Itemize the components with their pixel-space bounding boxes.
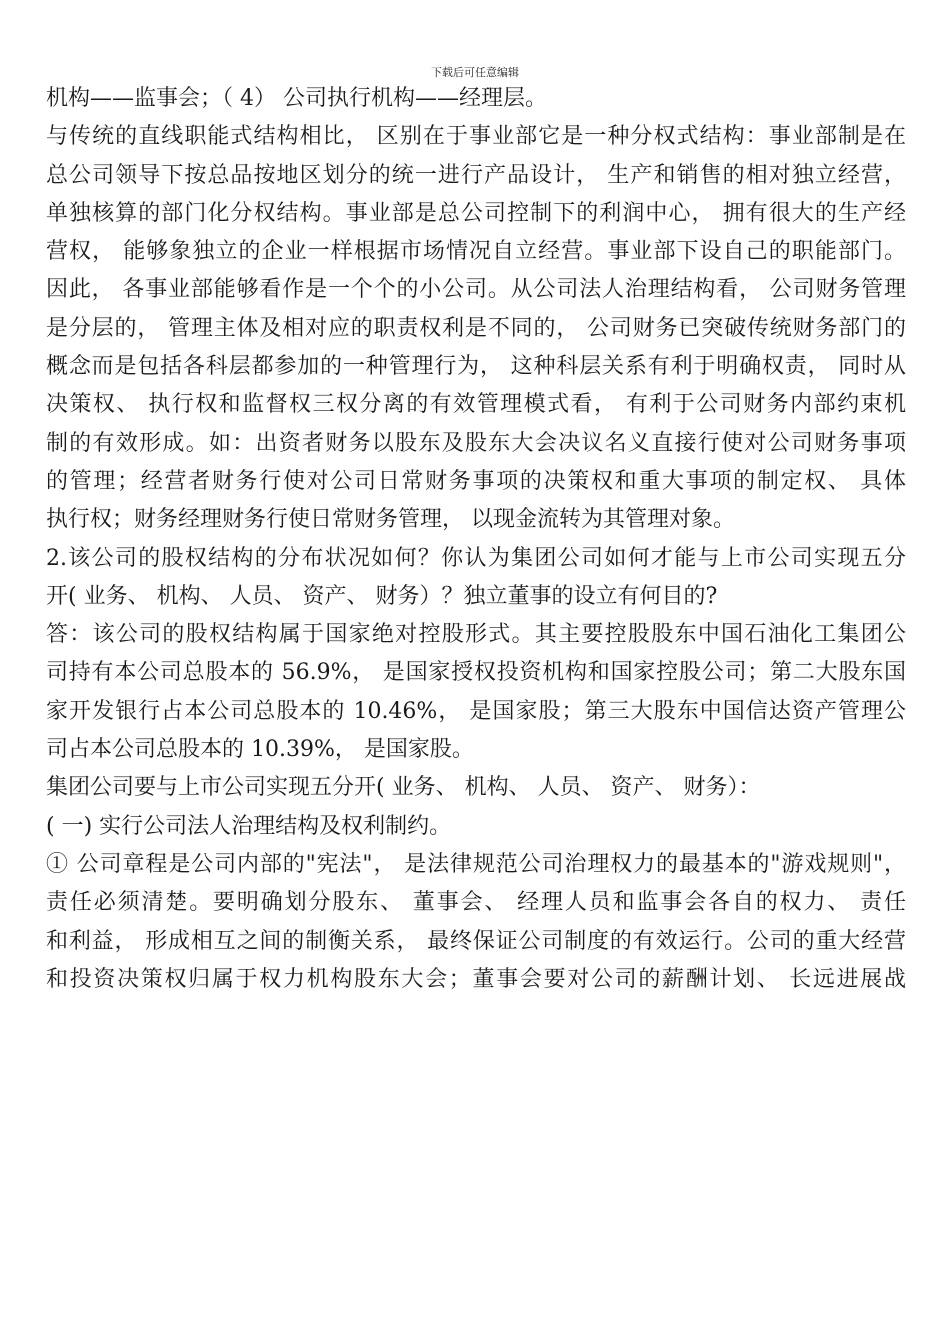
text-line: 与传统的直线职能式结构相比， 区别在于事业部它是一种分权式结构：事业部制是在: [46, 124, 906, 150]
text-line: 的管理；经营者财务行使对公司日常财务事项的决策权和重大事项的制定权、 具体: [46, 468, 906, 494]
text-line: 因此， 各事业部能够看作是一个个的小公司。从公司法人治理结构看， 公司财务管理: [46, 277, 906, 303]
answer-line: 司持有本公司总股本的 56.9%， 是国家授权投资机构和国家控股公司；第二大股东国: [46, 660, 906, 686]
text-line: 和投资决策权归属于权力机构股东大会；董事会要对公司的薪酬计划、 长远进展战: [46, 966, 906, 992]
text-line: 总公司领导下按总品按地区划分的统一进行产品设计， 生产和销售的相对独立经营，: [46, 162, 906, 188]
text-line: 制的有效形成。如：出资者财务以股东及股东大会决议名义直接行使对公司财务事项: [46, 430, 906, 456]
body-text: [46, 80, 906, 999]
answer-line: 答：该公司的股权结构属于国家绝对控股形式。其主要控股股东中国石油化工集团公: [46, 622, 906, 648]
text-line: 责任必须清楚。要明确划分股东、 董事会、 经理人员和监事会各自的权力、 责任: [46, 890, 906, 916]
answer-line: 司占本公司总股本的 10.39%， 是国家股。: [46, 737, 474, 763]
text-line: 是分层的， 管理主体及相对应的职责权利是不同的， 公司财务已突破传统财务部门的: [46, 315, 906, 341]
text-line: 和利益， 形成相互之间的制衡关系， 最终保证公司制度的有效运行。公司的重大经营: [46, 928, 906, 954]
header-note: 下载后可任意编辑: [431, 66, 519, 79]
text-line: ① 公司章程是公司内部的"宪法"， 是法律规范公司治理权力的最基本的"游戏规则"，: [46, 851, 906, 877]
text-line: 机构——监事会；（ 4） 公司执行机构——经理层。: [46, 86, 547, 111]
question-line: 开( 业务、 机构、 人员、 资产、 财务）？独立董事的设立有何目的?: [46, 583, 718, 609]
answer-line: 家开发银行占本公司总股本的 10.46%， 是国家股；第三大股东中国信达资产管理公: [46, 698, 906, 724]
text-line: 单独核算的部门化分权结构。事业部是总公司控制下的利润中心， 拥有很大的生产经: [46, 200, 906, 226]
text-line: 执行权；财务经理财务行使日常财务管理， 以现金流转为其管理对象。: [46, 507, 735, 533]
text-line: 营权， 能够象独立的企业一样根据市场情况自立经营。事业部下设自己的职能部门。: [46, 239, 906, 265]
text-line: 概念而是包括各科层都参加的一种管理行为， 这种科层关系有利于明确权责， 同时从: [46, 354, 906, 380]
text-line: 集团公司要与上市公司实现五分开( 业务、 机构、 人员、 资产、 财务）：: [46, 775, 761, 801]
text-line: 决策权、 执行权和监督权三权分离的有效管理模式看， 有利于公司财务内部约束机: [46, 392, 906, 418]
question-line: 2.该公司的股权结构的分布状况如何？你认为集团公司如何才能与上市公司实现五分: [46, 545, 906, 571]
section-heading: ( 一) 实行公司法人治理结构及权利制约。: [46, 813, 452, 839]
